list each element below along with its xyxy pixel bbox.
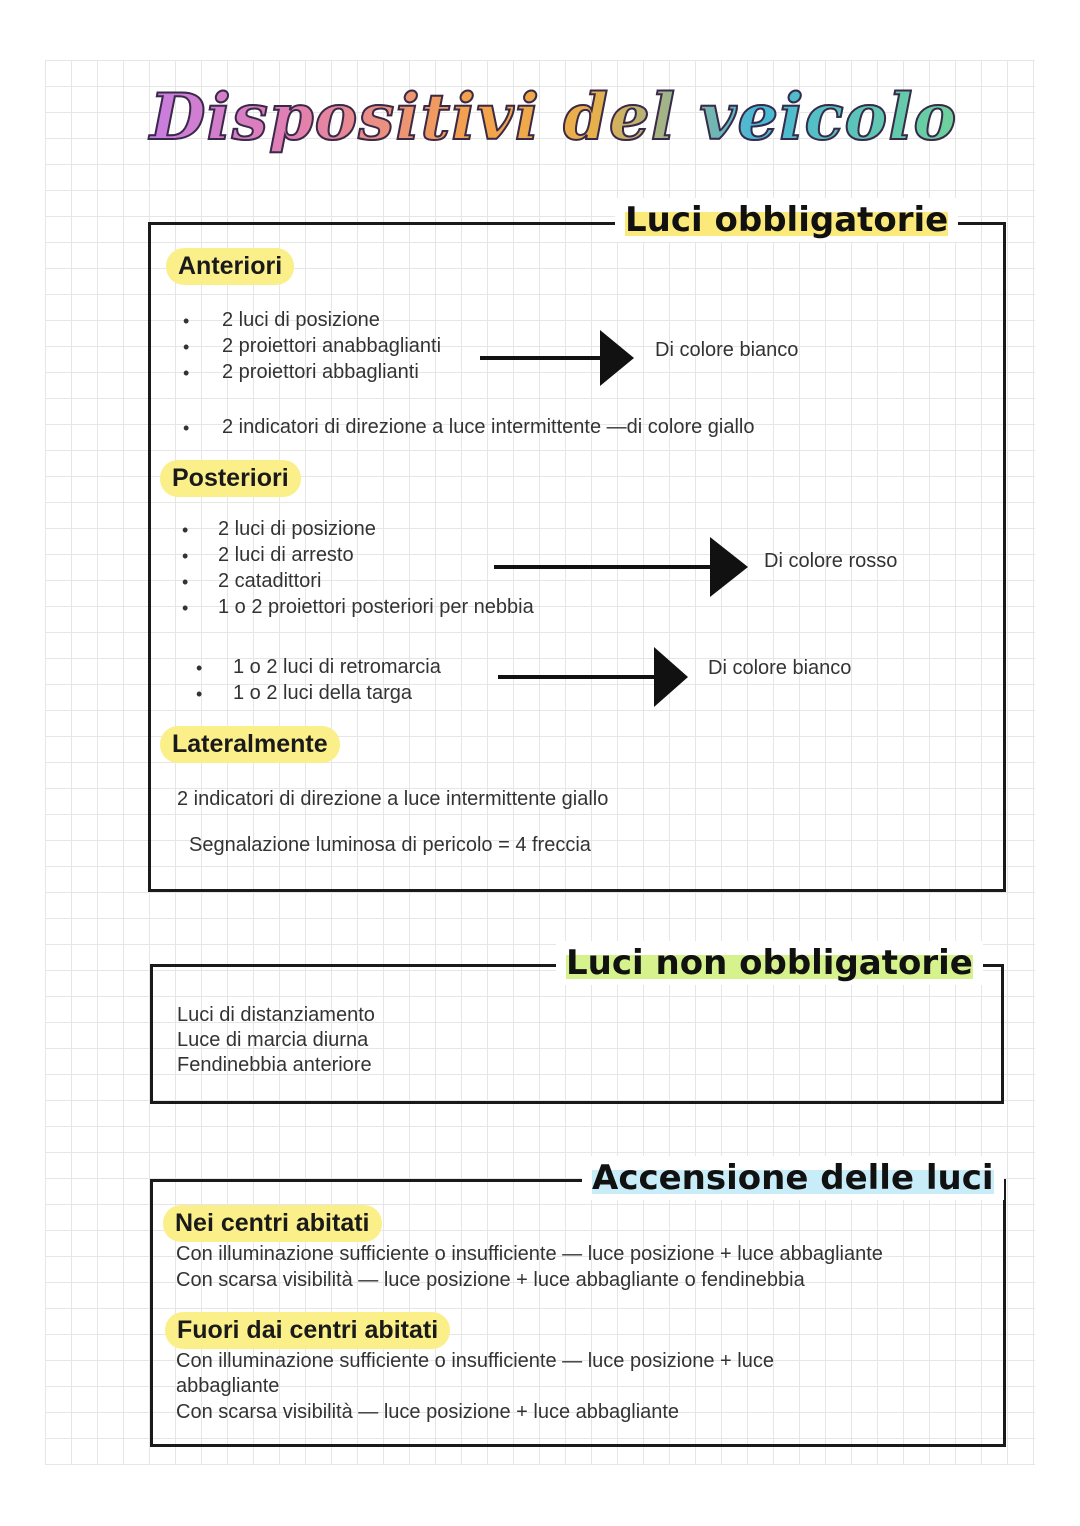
anteriori-indicatori: 2 indicatori di direzione a luce intermittente —di colore giallo	[222, 416, 755, 438]
heading-luci-non-obbligatorie	[556, 941, 983, 985]
fuori-line: Con illuminazione sufficiente o insufficiente — luce posizione + luce	[176, 1350, 774, 1372]
heading-accensione-delle-luci	[582, 1156, 1004, 1200]
bullet: •	[196, 684, 203, 704]
posteriori-item: 2 luci di arresto	[218, 544, 354, 566]
non-obbligatorie-item: Luci di distanziamento	[177, 1004, 375, 1026]
arrow-text: Di colore bianco	[655, 339, 799, 361]
arrow-text: Di colore bianco	[708, 657, 852, 679]
fuori-line: abbagliante	[176, 1375, 280, 1397]
bullet: •	[182, 520, 189, 540]
label-fuori-dai-centri-abitati: Fuori dai centri abitati	[165, 1312, 450, 1349]
bullet: •	[183, 311, 190, 331]
non-obbligatorie-item: Fendinebbia anteriore	[177, 1054, 372, 1076]
lateralmente-line: Segnalazione luminosa di pericolo = 4 freccia	[189, 834, 591, 856]
bullet: •	[196, 658, 203, 678]
fuori-line: Con scarsa visibilità — luce posizione + luce abbagliante	[176, 1401, 680, 1423]
arrow-right-icon	[478, 326, 638, 390]
label-anteriori: Anteriori	[166, 248, 294, 285]
posteriori-item: 2 catadittori	[218, 570, 322, 592]
bullet: •	[183, 337, 190, 357]
heading-text: Accensione delle luci	[592, 1158, 994, 1198]
bullet: •	[182, 598, 189, 618]
bullet: •	[183, 418, 190, 438]
centri-line: Con scarsa visibilità — luce posizione + luce abbagliante o fendinebbia	[176, 1269, 805, 1291]
bullet: •	[182, 572, 189, 592]
anteriori-item: 2 luci di posizione	[222, 309, 380, 331]
anteriori-item: 2 proiettori abbaglianti	[222, 361, 419, 383]
posteriori-item: 1 o 2 proiettori posteriori per nebbia	[218, 596, 534, 618]
label-nei-centri-abitati: Nei centri abitati	[163, 1205, 382, 1242]
heading-text: Luci obbligatorie	[625, 200, 949, 240]
non-obbligatorie-item: Luce di marcia diurna	[177, 1029, 369, 1051]
centri-line: Con illuminazione sufficiente o insufficiente — luce posizione + luce abbagliante	[176, 1243, 883, 1265]
posteriori-item: 2 luci di posizione	[218, 518, 376, 540]
arrow-right-icon	[492, 535, 754, 599]
label-lateralmente: Lateralmente	[160, 726, 340, 763]
bullet: •	[183, 363, 190, 383]
lateralmente-line: 2 indicatori di direzione a luce intermittente giallo	[177, 788, 609, 810]
posteriori-item2: 1 o 2 luci di retromarcia	[233, 656, 441, 678]
page-title: Dispositivi del veicolo	[150, 80, 958, 155]
posteriori-item2: 1 o 2 luci della targa	[233, 682, 413, 704]
arrow-text: Di colore rosso	[764, 550, 898, 572]
heading-text: Luci non obbligatorie	[566, 943, 973, 983]
anteriori-item: 2 proiettori anabbaglianti	[222, 335, 442, 357]
label-posteriori: Posteriori	[160, 460, 301, 497]
bullet: •	[182, 546, 189, 566]
arrow-right-icon	[496, 645, 692, 709]
heading-luci-obbligatorie	[615, 198, 958, 242]
